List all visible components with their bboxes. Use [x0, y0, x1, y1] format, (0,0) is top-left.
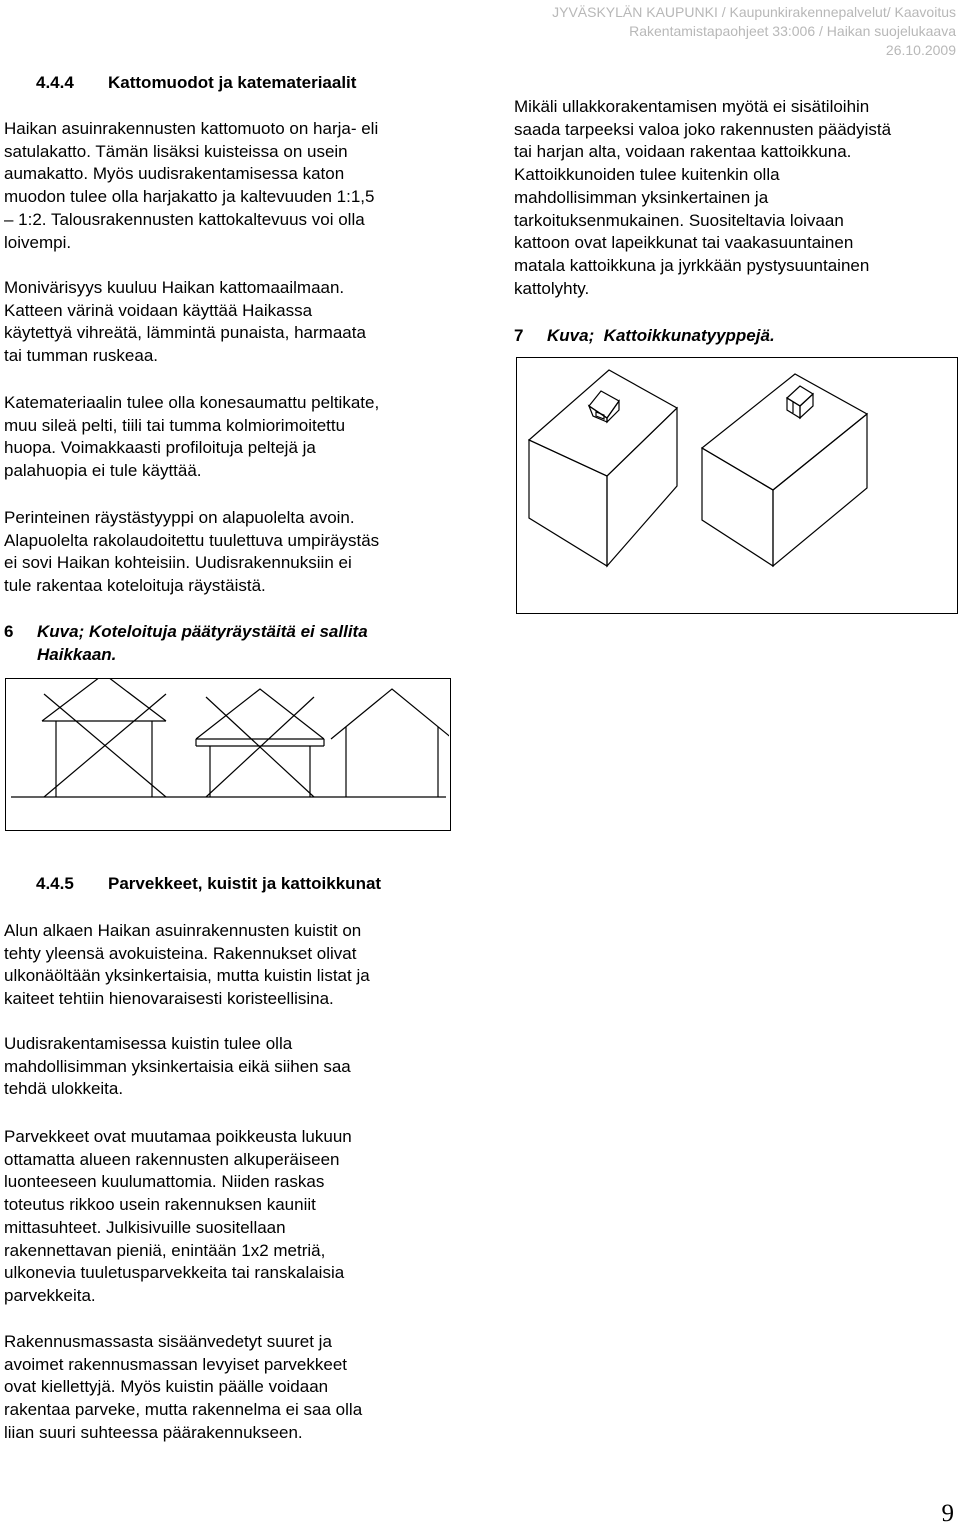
roof-lantern	[787, 386, 813, 418]
paragraph-balconies: Parvekkeet ovat muutamaa poikkeusta lukuun ottamatta alueen rakennusten alkuperäiseen luonteeseen kuulumattomia. Niiden raskas toteutus rikkoo usein rakennuksen kauniit mittasuhteet. Julkisivuille suositellaan rakennettavan pieniä, enintään 1x2 metriä, ulkonevia tuuletusparvekkeita tai ranskalaisia parvekkeita.	[4, 1127, 352, 1305]
house-open-eaves-allowed	[331, 689, 449, 797]
house-closed-eaves-crossed	[42, 679, 166, 797]
figure-number: 7	[514, 326, 524, 345]
eaves-diagram	[6, 679, 449, 829]
header-organization: JYVÄSKYLÄN KAUPUNKI / Kaupunkirakennepalvelut/ Kaavoitus	[552, 4, 956, 20]
section-number: 4.4.4	[36, 73, 74, 92]
figure-6-frame	[5, 678, 451, 831]
figure-6-caption	[4, 621, 464, 666]
house-dormer	[529, 370, 677, 566]
page-number: 9	[941, 1500, 954, 1527]
paragraph-roof-color: Monivärisyys kuuluu Haikan kattomaailmaan. Katteen värinä voidaan käyttää Haikassa käytettyä vihreätä, lämmintä punaista, harmaata tai tumman ruskeaa.	[4, 278, 366, 366]
header-document: Rakentamistapaohjeet 33:006 / Haikan suojelukaava	[629, 23, 956, 39]
section-heading-444	[36, 72, 356, 94]
paragraph-roof-shape: Haikan asuinrakennusten kattomuoto on harja- eli satulakatto. Tämän lisäksi kuisteissa on usein aumakatto. Myös uudisrakentamisessa katon muodon tulee olla harjakatto ja kaltevuuden 1:1,5 – 1:2. Talousrakennusten kattokaltevuus voi olla loivempi.	[4, 119, 379, 252]
roof-window-diagram	[517, 358, 956, 612]
section-title: Parvekkeet, kuistit ja kattoikkunat	[108, 874, 382, 893]
paragraph-roof-material: Katemateriaalin tulee olla konesaumattu peltikate, muu sileä pelti, tiili tai tumma kolmiorimoitettu huopa. Voimakkaasti profiloituja peltejä ja palahuopia ei tule käyttää.	[4, 393, 380, 481]
section-number: 4.4.5	[36, 874, 74, 893]
figure-caption-text: Kuva; Kattoikkunatyyppejä.	[547, 326, 775, 345]
paragraph-eaves: Perinteinen räystästyyppi on alapuolelta avoin. Alapuolelta rakolaudoitettu tuulettuva umpiräystäs ei sovi Haikan kohteisiin. Uudisrakennuksiin ei tule rakentaa koteloituja räystäistä.	[4, 508, 380, 596]
house-boxed-eaves-crossed	[196, 689, 324, 797]
paragraph-roof-windows: Mikäli ullakkorakentamisen myötä ei sisätiloihin saada tarpeeksi valoa joko rakennusten päädyistä tai harjan alta, voidaan rakentaa kattoikkuna. Kattoikkunoiden tulee kuitenkin olla mahdollisimman yksinkertainen ja tarkoituksenmukainen. Suositeltavia loivaan kattoon ovat lapeikkunat tai vaakasuuntainen matala kattoikkuna ja jyrkkään pystysuuntainen kattolyhty.	[514, 97, 892, 298]
paragraph-porches: Alun alkaen Haikan asuinrakennusten kuistit on tehty yleensä avokuisteina. Rakennukset olivat ulkonäöltään yksinkertaisia, mutta kuistin listat ja kaiteet tehtiin hienovaraisesti koristeellisina.	[4, 921, 370, 1009]
figure-caption-text: Kuva; Koteloituja päätyräystäitä ei sallita Haikkaan.	[37, 622, 368, 664]
section-heading-445	[36, 873, 381, 895]
figure-7-caption	[514, 325, 958, 348]
header-date: 26.10.2009	[885, 42, 956, 58]
section-title: Kattomuodot ja katemateriaalit	[108, 73, 357, 92]
dormer-window	[589, 391, 619, 422]
figure-7-frame	[516, 357, 958, 614]
figure-number: 6	[4, 622, 14, 641]
house-roof-lantern	[702, 374, 867, 566]
paragraph-new-porches: Uudisrakentamisessa kuistin tulee olla mahdollisimman yksinkertaisia eikä siihen saa tehdä ulokkeita.	[4, 1034, 351, 1099]
paragraph-recessed-balconies: Rakennusmassasta sisäänvedetyt suuret ja avoimet rakennusmassan levyiset parvekkeet ovat kiellettyjä. Myös kuistin päälle voidaan rakentaa parveke, mutta rakennelma ei saa olla liian suuri suhteessa päärakennukseen.	[4, 1332, 363, 1442]
